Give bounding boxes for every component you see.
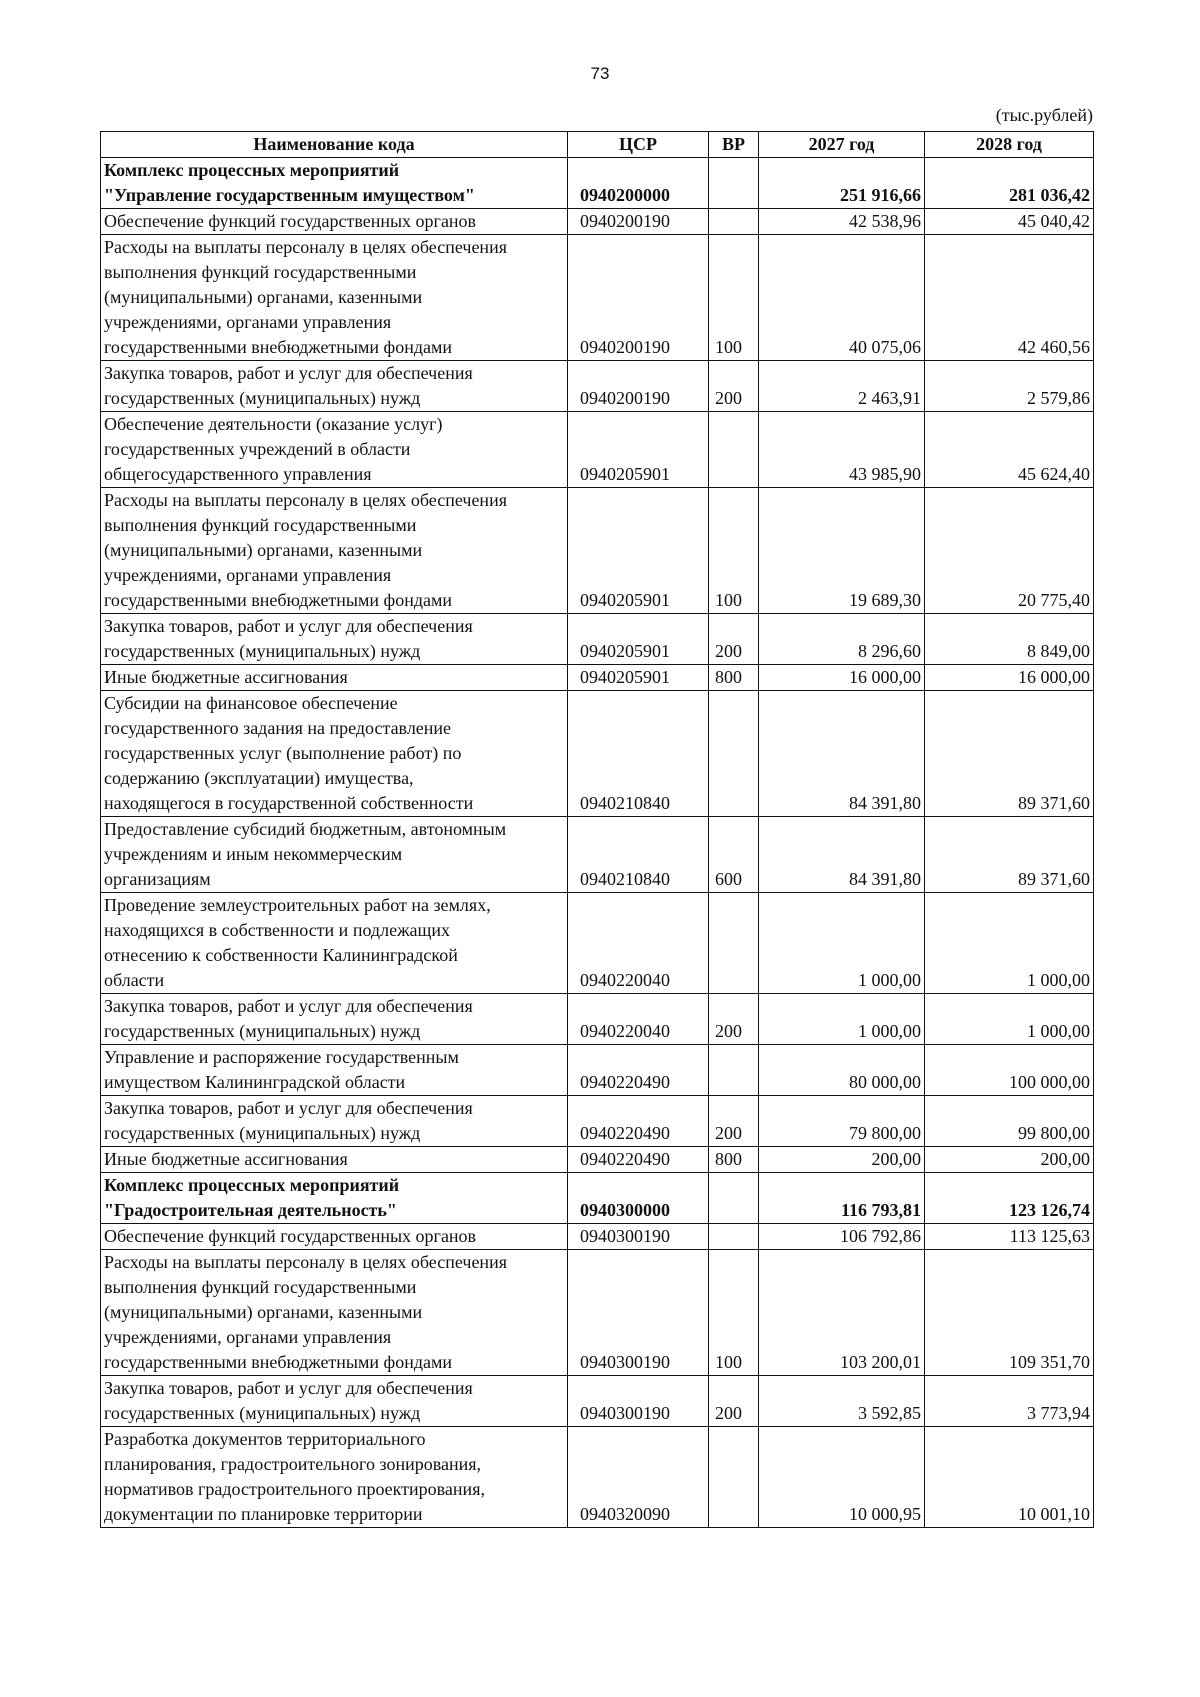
row-vr-code [709, 691, 759, 817]
header-year-2028: 2028 год [925, 132, 1094, 158]
table-row [101, 158, 1094, 209]
row-vr-code [709, 1173, 759, 1224]
row-vr-code: 200 [709, 994, 759, 1045]
row-value-2028: 200,00 [925, 1147, 1094, 1173]
row-csr-code: 0940205901 [568, 488, 709, 614]
row-csr-code: 0940200190 [568, 209, 709, 235]
row-value-2028: 113 125,63 [925, 1224, 1094, 1250]
row-value-2027: 2 463,91 [759, 361, 925, 412]
row-name: Обеспечение деятельности (оказание услуг) государственных учреждений в области общегосударственного управления [101, 412, 568, 488]
row-value-2027: 1 000,00 [759, 994, 925, 1045]
row-vr-code [709, 1224, 759, 1250]
row-vr-code [709, 1427, 759, 1528]
row-csr-code: 0940205901 [568, 412, 709, 488]
row-vr-code: 800 [709, 665, 759, 691]
row-value-2027: 251 916,66 [759, 158, 925, 209]
table-row [101, 488, 1094, 614]
row-csr-code: 0940220040 [568, 994, 709, 1045]
table-row [101, 665, 1094, 691]
row-vr-code [709, 1045, 759, 1096]
row-name: Управление и распоряжение государственным имуществом Калининградской области [101, 1045, 568, 1096]
row-name: Закупка товаров, работ и услуг для обеспечения государственных (муниципальных) нужд [101, 614, 568, 665]
row-csr-code: 0940300190 [568, 1250, 709, 1376]
row-name: Закупка товаров, работ и услуг для обеспечения государственных (муниципальных) нужд [101, 994, 568, 1045]
row-vr-code [709, 893, 759, 994]
page-number: 73 [590, 64, 610, 83]
header-year-2027: 2027 год [759, 132, 925, 158]
row-name: Предоставление субсидий бюджетным, автономным учреждениям и иным некоммерческим организациям [101, 817, 568, 893]
row-vr-code: 100 [709, 488, 759, 614]
row-csr-code: 0940210840 [568, 817, 709, 893]
budget-table [100, 131, 1094, 1528]
row-vr-code: 200 [709, 614, 759, 665]
row-csr-code: 0940220490 [568, 1096, 709, 1147]
row-value-2027: 103 200,01 [759, 1250, 925, 1376]
row-value-2028: 123 126,74 [925, 1173, 1094, 1224]
row-name: Обеспечение функций государственных органов [101, 209, 568, 235]
header-vr: ВР [709, 132, 759, 158]
row-vr-code: 600 [709, 817, 759, 893]
row-value-2028: 1 000,00 [925, 994, 1094, 1045]
table-row [101, 994, 1094, 1045]
row-csr-code: 0940205901 [568, 614, 709, 665]
row-csr-code: 0940300000 [568, 1173, 709, 1224]
units-label: (тыс.рублей) [995, 105, 1093, 125]
row-vr-code: 200 [709, 1376, 759, 1427]
row-csr-code: 0940205901 [568, 665, 709, 691]
row-value-2027: 40 075,06 [759, 235, 925, 361]
row-value-2027: 116 793,81 [759, 1173, 925, 1224]
table-row [101, 1250, 1094, 1376]
table-header-row [101, 132, 1094, 158]
row-name: Комплекс процессных мероприятий "Управление государственным имуществом" [101, 158, 568, 209]
row-name: Иные бюджетные ассигнования [101, 1147, 568, 1173]
row-value-2028: 1 000,00 [925, 893, 1094, 994]
row-value-2028: 45 624,40 [925, 412, 1094, 488]
row-value-2027: 43 985,90 [759, 412, 925, 488]
row-value-2027: 200,00 [759, 1147, 925, 1173]
row-vr-code: 200 [709, 361, 759, 412]
row-csr-code: 0940300190 [568, 1376, 709, 1427]
row-vr-code [709, 412, 759, 488]
table-row [101, 1427, 1094, 1528]
row-csr-code: 0940300190 [568, 1224, 709, 1250]
table-body [101, 158, 1094, 1528]
row-value-2027: 80 000,00 [759, 1045, 925, 1096]
row-name: Обеспечение функций государственных органов [101, 1224, 568, 1250]
row-vr-code: 800 [709, 1147, 759, 1173]
row-value-2027: 106 792,86 [759, 1224, 925, 1250]
row-value-2027: 16 000,00 [759, 665, 925, 691]
table-row [101, 1045, 1094, 1096]
table-row [101, 614, 1094, 665]
row-value-2028: 2 579,86 [925, 361, 1094, 412]
header-name: Наименование кода [101, 132, 568, 158]
row-value-2028: 20 775,40 [925, 488, 1094, 614]
row-value-2028: 42 460,56 [925, 235, 1094, 361]
table-row [101, 1224, 1094, 1250]
row-vr-code: 100 [709, 235, 759, 361]
row-value-2027: 84 391,80 [759, 817, 925, 893]
row-csr-code: 0940220490 [568, 1147, 709, 1173]
table-row [101, 893, 1094, 994]
row-csr-code: 0940200190 [568, 235, 709, 361]
row-name: Проведение землеустроительных работ на землях, находящихся в собственности и подлежащих отнесению к собственности Калининградской области [101, 893, 568, 994]
row-vr-code: 100 [709, 1250, 759, 1376]
row-name: Разработка документов территориального планирования, градостроительного зонирования, нормативов градостроительного проектирования, документации по планировке территории [101, 1427, 568, 1528]
row-value-2028: 8 849,00 [925, 614, 1094, 665]
row-name: Расходы на выплаты персоналу в целях обеспечения выполнения функций государственными (муниципальными) органами, казенными учреждениями, органами управления государственными внебюджетными фондами [101, 235, 568, 361]
row-name: Закупка товаров, работ и услуг для обеспечения государственных (муниципальных) нужд [101, 361, 568, 412]
row-csr-code: 0940220040 [568, 893, 709, 994]
row-csr-code: 0940320090 [568, 1427, 709, 1528]
table-row [101, 412, 1094, 488]
row-name: Закупка товаров, работ и услуг для обеспечения государственных (муниципальных) нужд [101, 1376, 568, 1427]
row-name: Комплекс процессных мероприятий "Градостроительная деятельность" [101, 1173, 568, 1224]
table-row [101, 817, 1094, 893]
row-csr-code: 0940220490 [568, 1045, 709, 1096]
row-value-2027: 42 538,96 [759, 209, 925, 235]
table-row [101, 235, 1094, 361]
row-value-2028: 109 351,70 [925, 1250, 1094, 1376]
row-value-2028: 281 036,42 [925, 158, 1094, 209]
row-vr-code [709, 158, 759, 209]
table-row [101, 1376, 1094, 1427]
row-vr-code [709, 209, 759, 235]
row-value-2028: 99 800,00 [925, 1096, 1094, 1147]
row-value-2027: 10 000,95 [759, 1427, 925, 1528]
row-value-2027: 8 296,60 [759, 614, 925, 665]
row-csr-code: 0940200000 [568, 158, 709, 209]
row-value-2027: 79 800,00 [759, 1096, 925, 1147]
row-value-2028: 10 001,10 [925, 1427, 1094, 1528]
row-value-2027: 3 592,85 [759, 1376, 925, 1427]
row-name: Расходы на выплаты персоналу в целях обеспечения выполнения функций государственными (муниципальными) органами, казенными учреждениями, органами управления государственными внебюджетными фондами [101, 1250, 568, 1376]
row-value-2028: 89 371,60 [925, 691, 1094, 817]
row-value-2028: 16 000,00 [925, 665, 1094, 691]
row-value-2028: 3 773,94 [925, 1376, 1094, 1427]
row-name: Закупка товаров, работ и услуг для обеспечения государственных (муниципальных) нужд [101, 1096, 568, 1147]
row-value-2027: 1 000,00 [759, 893, 925, 994]
row-name: Расходы на выплаты персоналу в целях обеспечения выполнения функций государственными (муниципальными) органами, казенными учреждениями, органами управления государственными внебюджетными фондами [101, 488, 568, 614]
row-vr-code: 200 [709, 1096, 759, 1147]
header-csr: ЦСР [568, 132, 709, 158]
row-name: Иные бюджетные ассигнования [101, 665, 568, 691]
row-value-2028: 45 040,42 [925, 209, 1094, 235]
row-csr-code: 0940200190 [568, 361, 709, 412]
row-value-2027: 84 391,80 [759, 691, 925, 817]
row-value-2028: 100 000,00 [925, 1045, 1094, 1096]
table-row [101, 209, 1094, 235]
row-value-2027: 19 689,30 [759, 488, 925, 614]
row-name: Субсидии на финансовое обеспечение государственного задания на предоставление государственных услуг (выполнение работ) по содержанию (эксплуатации) имущества, находящегося в государственной собственности [101, 691, 568, 817]
table-row [101, 1096, 1094, 1147]
row-csr-code: 0940210840 [568, 691, 709, 817]
row-value-2028: 89 371,60 [925, 817, 1094, 893]
table-row [101, 1147, 1094, 1173]
table-row [101, 1173, 1094, 1224]
table-row [101, 691, 1094, 817]
table-row [101, 361, 1094, 412]
